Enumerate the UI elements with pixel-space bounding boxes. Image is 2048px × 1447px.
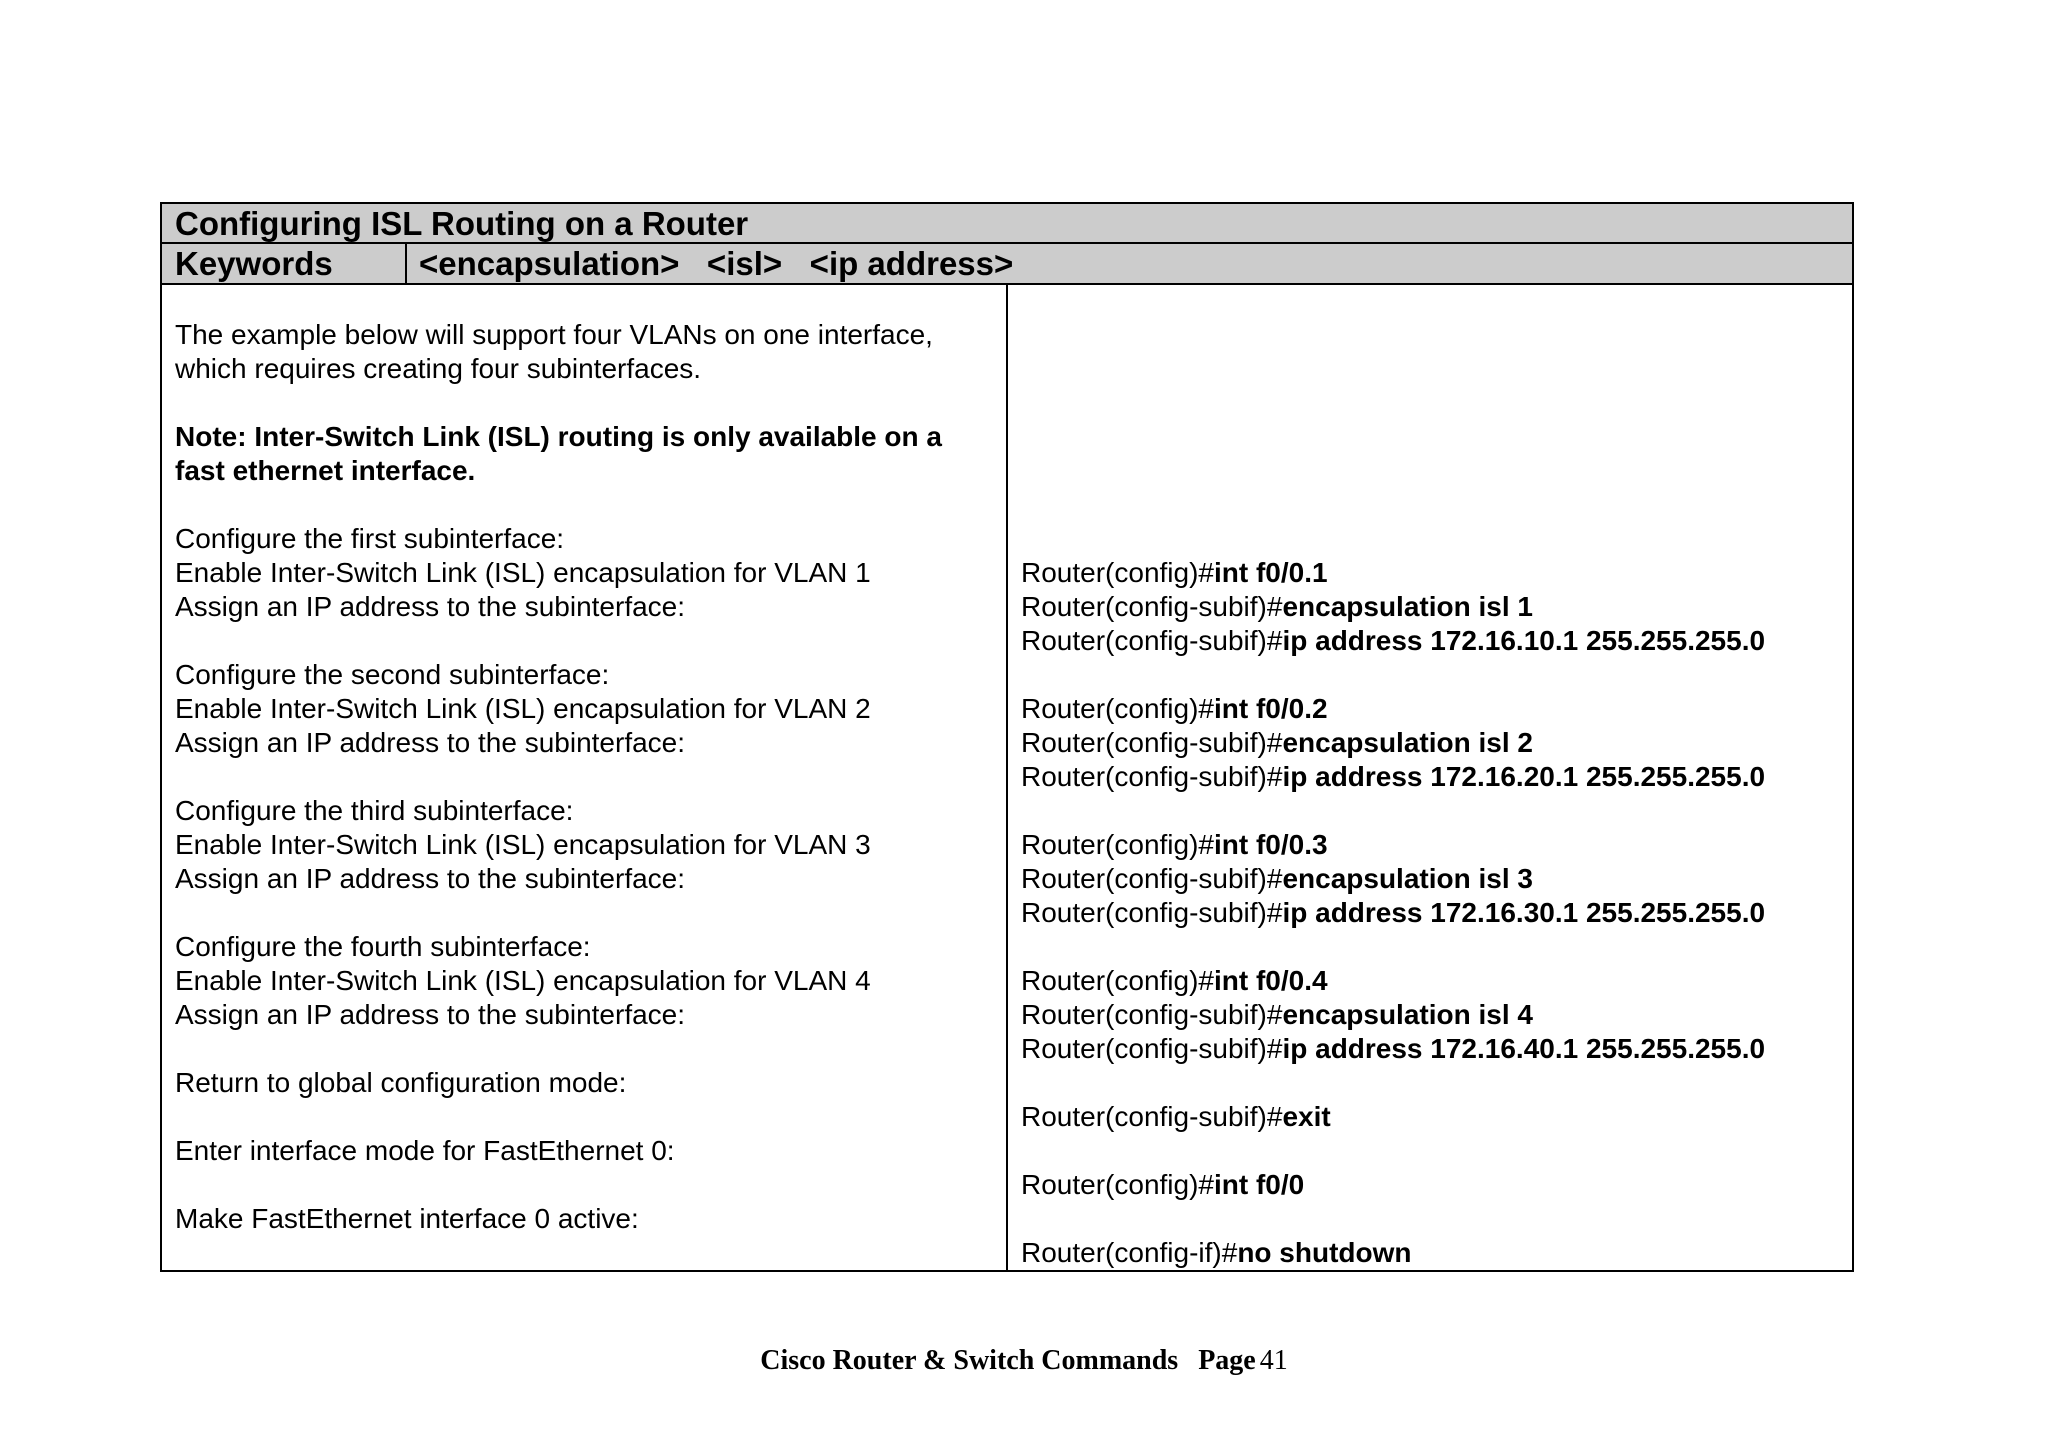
command-prompt: Router(config-subif)# [1021, 591, 1283, 622]
command-prompt: Router(config)# [1021, 1169, 1214, 1200]
command-text: ip address 172.16.40.1 255.255.255.0 [1282, 1033, 1766, 1064]
page-footer [0, 1344, 2048, 1378]
step-line: Assign an IP address to the subinterface: [175, 999, 686, 1030]
step-line: Assign an IP address to the subinterface: [175, 863, 686, 894]
footer-page-number: 41 [1259, 1345, 1288, 1376]
command-text: encapsulation isl 3 [1282, 863, 1533, 894]
command-line [1021, 828, 1852, 862]
table-title: Configuring ISL Routing on a Router [162, 204, 1852, 244]
command-text: int f0/0 [1213, 1169, 1305, 1200]
note-line-1: Note: Inter-Switch Link (ISL) routing is only available on a [175, 421, 942, 452]
step-line: Enable Inter-Switch Link (ISL) encapsulation for VLAN 3 [175, 829, 871, 860]
command-prompt: Router(config-subif)# [1021, 863, 1283, 894]
command-text: encapsulation isl 1 [1282, 591, 1533, 622]
command-prompt: Router(config-subif)# [1021, 625, 1283, 656]
command-line [1021, 692, 1852, 726]
command-line [1021, 998, 1852, 1032]
command-line [1021, 1168, 1852, 1202]
step-line: Enable Inter-Switch Link (ISL) encapsulation for VLAN 2 [175, 693, 871, 724]
step-line: Configure the third subinterface: [175, 795, 574, 826]
step-line: Enable Inter-Switch Link (ISL) encapsulation for VLAN 1 [175, 557, 871, 588]
command-text: int f0/0.3 [1213, 829, 1328, 860]
command-prompt: Router(config-if)# [1021, 1237, 1238, 1268]
isl-routing-table [160, 202, 1854, 1272]
command-line [1021, 590, 1852, 624]
command-text: ip address 172.16.30.1 255.255.255.0 [1282, 897, 1766, 928]
command-line [1021, 624, 1852, 658]
step-line: Configure the first subinterface: [175, 523, 565, 554]
keywords-row [162, 244, 1852, 285]
commands-list [1021, 556, 1852, 1270]
step-line: Make FastEthernet interface 0 active: [175, 1203, 639, 1234]
note-line-2: fast ethernet interface. [175, 455, 476, 486]
command-prompt: Router(config)# [1021, 557, 1214, 588]
keywords-label: Keywords [162, 244, 407, 283]
command-prompt: Router(config-subif)# [1021, 761, 1283, 792]
command-prompt: Router(config-subif)# [1021, 897, 1283, 928]
command-prompt: Router(config-subif)# [1021, 1101, 1283, 1132]
table-body [162, 285, 1852, 1270]
command-text: int f0/0.2 [1213, 693, 1328, 724]
command-prompt: Router(config-subif)# [1021, 999, 1283, 1030]
step-line: Assign an IP address to the subinterface: [175, 591, 686, 622]
command-line [1021, 760, 1852, 794]
command-line [1021, 556, 1852, 590]
command-text: ip address 172.16.20.1 255.255.255.0 [1282, 761, 1766, 792]
intro-line-1: The example below will support four VLANs on one interface, [175, 319, 933, 350]
step-line: Enable Inter-Switch Link (ISL) encapsulation for VLAN 4 [175, 965, 871, 996]
command-text: encapsulation isl 4 [1282, 999, 1533, 1030]
step-line: Enter interface mode for FastEthernet 0: [175, 1135, 675, 1166]
command-line [1021, 726, 1852, 760]
footer-title: Cisco Router & Switch Commands [760, 1345, 1179, 1376]
command-text: exit [1282, 1101, 1331, 1132]
command-prompt: Router(config)# [1021, 693, 1214, 724]
command-prompt: Router(config-subif)# [1021, 1033, 1283, 1064]
command-text: ip address 172.16.10.1 255.255.255.0 [1282, 625, 1766, 656]
command-line [1021, 896, 1852, 930]
step-line: Configure the fourth subinterface: [175, 931, 591, 962]
step-line: Return to global configuration mode: [175, 1067, 627, 1098]
command-line [1021, 862, 1852, 896]
command-line [1021, 1100, 1852, 1134]
command-column [1008, 285, 1852, 1270]
command-text: int f0/0.4 [1213, 965, 1328, 996]
steps-list [175, 522, 1006, 1236]
command-text: encapsulation isl 2 [1282, 727, 1533, 758]
command-line [1021, 1032, 1852, 1066]
command-line [1021, 1236, 1852, 1270]
step-line: Configure the second subinterface: [175, 659, 610, 690]
keywords-values: <encapsulation> <isl> <ip address> [419, 245, 1014, 282]
intro-line-2: which requires creating four subinterfaces. [175, 353, 702, 384]
footer-page-label: Page [1198, 1345, 1256, 1376]
command-prompt: Router(config)# [1021, 829, 1214, 860]
command-prompt: Router(config)# [1021, 965, 1214, 996]
command-line [1021, 964, 1852, 998]
command-text: int f0/0.1 [1213, 557, 1328, 588]
command-text: no shutdown [1237, 1237, 1412, 1268]
command-prompt: Router(config-subif)# [1021, 727, 1283, 758]
step-line: Assign an IP address to the subinterface: [175, 727, 686, 758]
description-column [162, 285, 1008, 1270]
